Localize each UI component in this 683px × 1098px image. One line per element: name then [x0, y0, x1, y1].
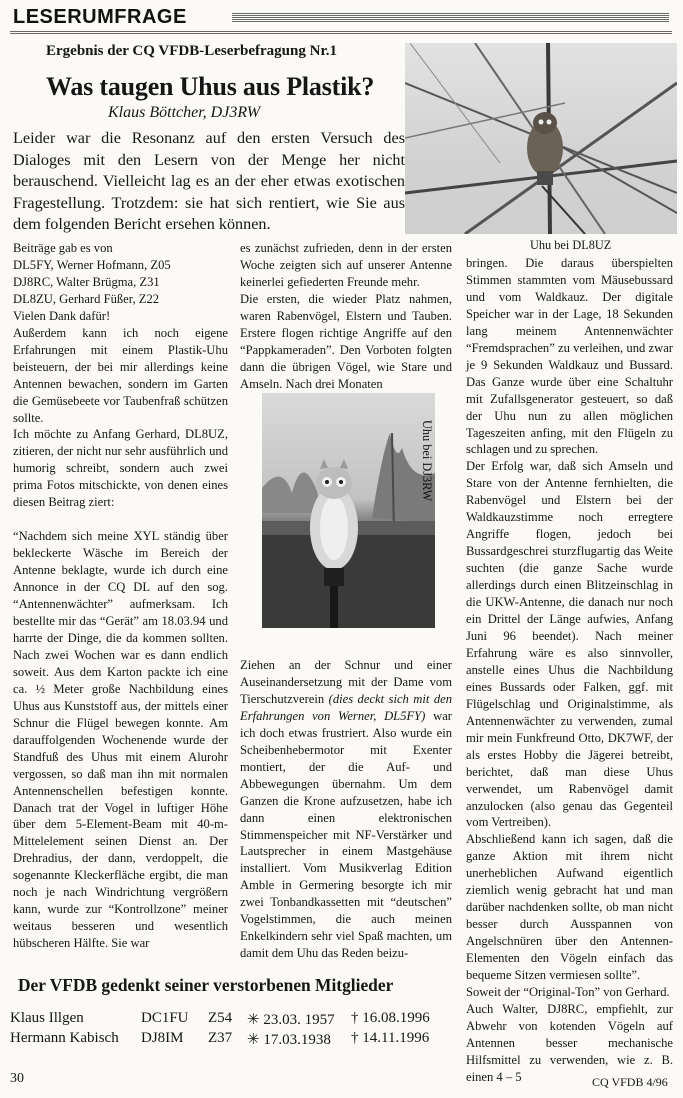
column-2	[240, 240, 452, 393]
col2b-italic: (dies deckt sich mit den Erfahrungen von Werner, DL5FY)	[240, 691, 453, 723]
member-born: ✳ 23.03. 1957	[247, 1012, 335, 1028]
photo-caption-dj3rw: Uhu bei DJ3RW	[420, 420, 434, 502]
col1-para: DL8ZU, Gerhard Füßer, Z22	[13, 291, 160, 306]
col2-para: Die ersten, die wieder Platz nahmen, waren Rabenvögel, Elstern und Tauben. Erstere flogen richtige Angriffe auf den “Pappkameraden”. Den Vorboten folgten dann die übrigen Vögel, wie Stare und Amseln. Nach drei Monaten	[240, 291, 452, 391]
photo-caption-dl8uz: Uhu bei DL8UZ	[530, 238, 612, 252]
col2b-para	[240, 657, 452, 962]
article-kicker: Ergebnis der CQ VFDB-Leserbefragung Nr.1	[46, 43, 337, 59]
section-label: LESERUMFRAGE	[13, 6, 187, 28]
col1-para: Beiträge gab es von	[13, 241, 113, 255]
member-died: † 16.08.1996	[351, 1010, 430, 1026]
col1-para: DL5FY, Werner Hofmann, Z05	[13, 257, 171, 272]
member-zone: Z54	[208, 1010, 233, 1026]
col3-para: Auch Walter, DJ8RC, empfiehlt, zur Abwehr von kotenden Vögeln auf Antennen besser mechanische Hilfsmittel zu verwenden, wie z. B. einen 4 – 5	[466, 1001, 673, 1084]
col3-para: Soweit der “Original-Ton” von Gerhard.	[466, 984, 670, 999]
col1-para: DJ8RC, Walter Brügma, Z31	[13, 274, 160, 289]
column-3	[466, 255, 673, 1086]
col2b-text: Ziehen an der Schnur und einer Auseinandersetzung mit der Dame vom Tierschutzverein	[240, 658, 452, 706]
col1-para: Vielen Dank dafür!	[13, 308, 111, 323]
issue-label: CQ VFDB 4/96	[592, 1075, 668, 1089]
page-number: 30	[10, 1071, 24, 1086]
column-2-continued	[240, 657, 452, 962]
col3-para: bringen. Die daraus überspielten Stimmen stammten vom Mäusebussard und vom Waldkauz. Der digitale Speicher war in der Lage, 18 Sekunden lang meinem Antennenwächter “Fremdsprachen” zu verleihen, und zwar je 9 Sekunden Waldkauz und Bussard. Das Ganze wurde über eine Schaltuhr mit Zufallsgenerator gesteuert, so daß der Uhu nun zu allen möglichen Tageszeiten anfing, mit den Flügeln zu schlagen und zu sprechen.	[466, 256, 673, 457]
col1-para: Außerdem kann ich noch eigene Erfahrungen mit einem Plastik-Uhu beisteuern, der bei mir allerdings keine Antennen bewachen, sondern im Garten die Gemüsebeete vor Taubenfraß schützen sollte.	[13, 325, 228, 425]
col2b-text: war ich doch etwas frustriert. Also wurde ein Scheibenhebermotor mit Exenter montiert, der die Auf- und Abbewegungen übernahm. Um dem Ganzen die Krone aufzusetzen, habe ich dann einen elektronischen Stimmenspeicher mit NF-Verstärker und Lautsprecher in einem Mastgehäuse installiert. Vom Musikverlag Edition Amble in Germering besorgte ich mir zwei Tonbandkassetten mit “deutschen” Vogelstimmen, die auch meinen Enkelkindern sehr viel Spaß machten, um damit dem Uhu das Reden beizu-	[240, 708, 452, 961]
memorial-row	[10, 1030, 450, 1052]
owl-on-antenna-photo	[405, 43, 677, 234]
col3-para: Abschließend kann ich sagen, daß die ganze Aktion mit ihrem nicht unerheblichen Aufwand eigentlich ziemlich wenig gebracht hat und man darüber nachdenken sollte, ob man nicht besser durch Ausspannen von Angelschnüren über den Antennen-Elementen den Vögeln einfach das bequeme Sitzen vermiesen sollte”.	[466, 832, 673, 983]
section-divider	[10, 31, 672, 34]
article-byline: Klaus Böttcher, DJ3RW	[108, 104, 261, 121]
member-name: Hermann Kabisch	[10, 1030, 119, 1046]
col1-para: “Nachdem sich meine XYL ständig über bekleckerte Wäsche im Bereich der Antenne beklagte, wurde ich durch eine Annonce in der CQ DL auf den sog. “Antennenwächter” aufmerksam. Ich bestellte mir das “Gerät” am 18.03.94 und harrte der Dinge, die da kommen sollten. Nach zwei Wochen war es dann endlich soweit. Aus dem Karton packte ich eine ca. ½ Meter große Nachbildung eines Uhus aus Kunststoff aus, der mittels einer Schnur die Flügel bewegen konnte. Am darauffolgenden Wochenende wurde der Standfuß des Uhus mit einem Alurohr vergossen, so daß man ihn mit normalen Antennenschellen befestigen konnte. Danach trat der Vogel in luftiger Höhe über dem 5-Element-Beam mit 40-m-Mittelelement seinen Dienst an. Der Drehradius, der dann, verdoppelt, die sogenannte Kleckerfläche ergibt, die man noch je nach Windrichtung vergrößern kann, wurde zur “Kontrollzone” meiner weitaus besseren und wesentlich hübscheren Hälfte. Sie war	[13, 529, 228, 951]
member-born: ✳ 17.03.1938	[247, 1032, 331, 1048]
memorial-row	[10, 1010, 450, 1032]
owl-in-garden-photo	[262, 393, 435, 628]
column-1	[13, 240, 228, 952]
member-died: † 14.11.1996	[351, 1030, 430, 1046]
member-zone: Z37	[208, 1030, 233, 1046]
col3-para: Der Erfolg war, daß sich Amseln und Stare von der Antenne fernhielten, die Rabenvögel und Elstern bei der Waldkauzstimme noch erregtere Angriffe flogen, jedoch bei Bussardgeschrei sturzflugartig das Weite suchten (die ganze Sache wurde allerdings durch einen Blitzeinschlag in die UKW-Antenne, die danach nur noch ein Drittel der Länge aufwies, Anfang Juni 96 beendet). Nach meiner Erfahrung wäre es also sinnvoller, anstelle eines Uhus die Nachbildung eines Bussards oder Falken, ggf. mit Flügelschlag und Originalstimme, als Antennenwächter zu verwenden, zumal mir mein Funkfreund Otto, DK7WF, der als erstes Hobby die Jägerei betreibt, berichtet, daß man diese Uhus verwendet, um Rabenvögel damit anzulocken (also genau das Gegenteil vom Vertreiben).	[466, 459, 673, 830]
col2-para: es zunächst zufrieden, denn in der ersten Woche zeigten sich auf unserer Antenne keinerlei gefiederten Freunde mehr.	[240, 241, 452, 289]
member-callsign: DC1FU	[141, 1010, 189, 1026]
article-headline: Was taugen Uhus aus Plastik?	[46, 72, 375, 101]
col1-para: Ich möchte zu Anfang Gerhard, DL8UZ, zitieren, der nicht nur sehr ausführlich und humorig schreibt, sondern auch zwei prima Fotos mitschickte, von denen eines diesen Beitrag ziert:	[13, 427, 228, 510]
member-name: Klaus Illgen	[10, 1010, 84, 1026]
member-callsign: DJ8IM	[141, 1030, 184, 1046]
section-rule	[232, 13, 669, 22]
article-lead: Leider war die Resonanz auf den ersten Versuch des Dialoges mit den Lesern von der Menge her nicht berauschend. Vielleicht lag es an der eher etwas exotischen Fragestellung. Trotzdem: sie hat sich rentiert, wie Sie aus dem folgenden Bericht ersehen können.	[13, 129, 405, 233]
memorial-title: Der VFDB gedenkt seiner verstorbenen Mitglieder	[18, 975, 394, 995]
